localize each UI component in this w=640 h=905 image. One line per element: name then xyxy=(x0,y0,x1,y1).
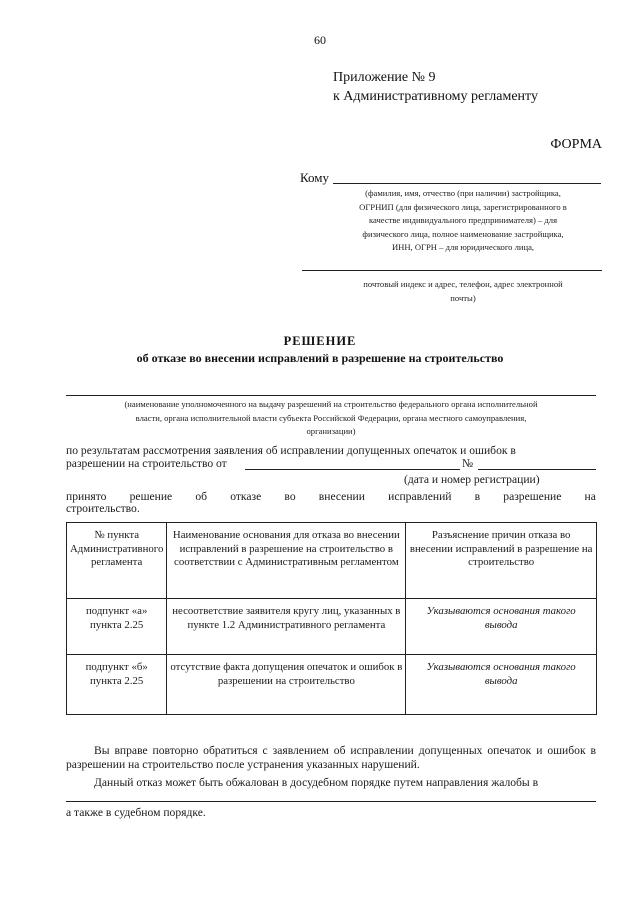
authority-hint xyxy=(66,398,596,439)
number-field-underline xyxy=(478,469,596,470)
contacts-hint-line: почты) xyxy=(450,292,476,303)
recipient-hint-line: физического лица, полное наименование застройщика, xyxy=(362,228,564,239)
header-point: № пункта Административного регламента xyxy=(67,523,167,599)
recipient-hint-line: ОГРНИП (для физического лица, зарегистрированного в xyxy=(359,201,567,212)
recipient-hint xyxy=(318,187,608,255)
contacts-hint-line: почтовый индекс и адрес, телефон, адрес электронной xyxy=(363,279,563,289)
refusal-table xyxy=(66,522,597,715)
recipient-label: Кому xyxy=(300,170,330,185)
row-explanation: Указываются основания такого вывода xyxy=(406,655,597,715)
recipient-hint-line: ИНН, ОГРН – для юридического лица, xyxy=(391,242,535,252)
authority-hint-line: (наименование уполномоченного на выдачу разрешений на строительство федерального органа исполнительной xyxy=(124,399,538,409)
page-number: 60 xyxy=(314,33,326,47)
row-point: подпункт «а» пункта 2.25 xyxy=(67,599,167,655)
decision-line-2: строительство. xyxy=(66,502,140,515)
table-row xyxy=(67,599,597,655)
header-reason: Наименование основания для отказа во внесении исправлений в разрешение на строительство в соответствии с Административным регламентом xyxy=(167,523,406,599)
contacts-underline xyxy=(302,270,602,271)
decision-word: разрешение xyxy=(503,490,562,503)
decision-word: во xyxy=(284,490,296,503)
decision-word: на xyxy=(584,490,596,503)
review-line-1: по результатам рассмотрения заявления об исправлении допущенных опечаток и ошибок в xyxy=(66,444,516,457)
date-number-hint: (дата и номер регистрации) xyxy=(404,473,540,486)
decision-word: отказе xyxy=(230,490,262,503)
appendix-line-2: к Административному регламенту xyxy=(333,89,538,104)
appeal-paragraph-line-2: а также в судебном порядке. xyxy=(66,806,206,819)
number-sign: № xyxy=(462,457,474,470)
row-reason: несоответствие заявителя кругу лиц, указанных в пункте 1.2 Административного регламента xyxy=(167,599,406,655)
decision-word: решение xyxy=(129,490,173,503)
table-header-row xyxy=(67,523,597,599)
decision-word: об xyxy=(195,490,208,503)
authority-underline xyxy=(66,395,596,396)
decision-line xyxy=(66,490,596,504)
appendix-heading xyxy=(333,68,538,106)
row-reason: отсутствие факта допущения опечаток и ошибок в разрешении на строительство xyxy=(167,655,406,715)
review-line-2: разрешении на строительство от xyxy=(66,457,227,470)
table-row xyxy=(67,655,597,715)
contacts-hint xyxy=(318,278,608,305)
decision-word: принято xyxy=(66,490,107,503)
recipient-hint-line: качестве индивидуального предпринимателя) – для xyxy=(368,215,558,225)
reapply-paragraph: Вы вправе повторно обратиться с заявлением об исправлении допущенных опечаток и ошибок в разрешении на строительство после устранения указанных нарушений. xyxy=(66,744,596,771)
decision-word: внесении xyxy=(318,490,365,503)
date-field-underline xyxy=(245,469,460,470)
document-subtitle: об отказе во внесении исправлений в разрешение на строительство xyxy=(136,351,504,365)
form-label: ФОРМА xyxy=(550,137,602,152)
document-title: РЕШЕНИЕ xyxy=(283,334,357,348)
recipient-underline xyxy=(333,183,601,184)
header-explanation: Разъяснение причин отказа во внесении исправлений в разрешение на строительство xyxy=(406,523,597,599)
row-explanation: Указываются основания такого вывода xyxy=(406,599,597,655)
decision-word: исправлений xyxy=(388,490,452,503)
appeal-underline xyxy=(66,801,596,802)
decision-word: в xyxy=(474,490,481,503)
authority-hint-line: организации) xyxy=(306,426,356,436)
appeal-paragraph-line-1: Данный отказ может быть обжалован в досудебном порядке путем направления жалобы в xyxy=(94,776,539,789)
appendix-line-1: Приложение № 9 xyxy=(333,70,436,85)
recipient-hint-line: (фамилия, имя, отчество (при наличии) застройщика, xyxy=(365,188,561,198)
authority-hint-line: власти, органа исполнительной власти субъекта Российской Федерации, органа местного самоуправления, xyxy=(135,412,527,423)
row-point: подпункт «б» пункта 2.25 xyxy=(67,655,167,715)
